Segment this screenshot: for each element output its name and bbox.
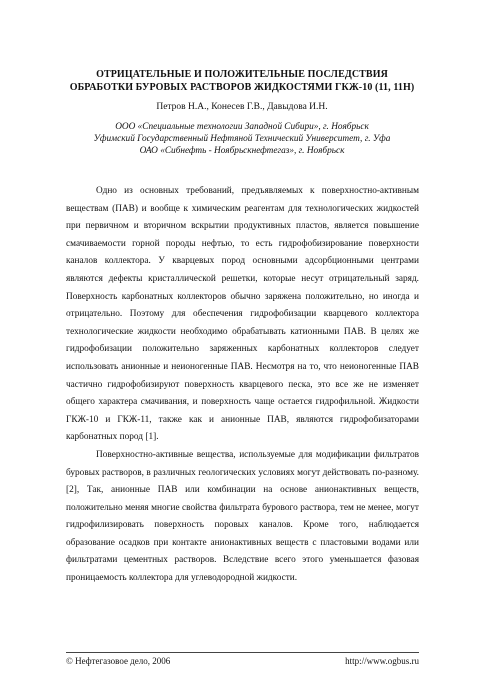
body-paragraph-2: Поверхностно-активные вещества, используемые для модификации фильтратов буровых растворов, в различных геологических условиях могут действовать по-разному. [2], Так, анионные ПАВ или комбинации на основе анионактивных веществ, положительно меняя многие свойства фильтрата бурового раствора, тем не менее, могут гидрофилизировать поверхность поровых каналов. Кроме того, наблюдается образование осадков при контакте анионактивных веществ с пластовыми водами или фильтратами цементных растворов. Вследствие всего этого уменьшается фазовая проницаемость коллектора для углеводородной жидкости. bbox=[66, 449, 419, 584]
footer-copyright: © Нефтегазовое дело, 2006 bbox=[66, 656, 171, 666]
paper-title bbox=[40, 68, 444, 94]
paper-title-line-1: ОТРИЦАТЕЛЬНЫЕ И ПОЛОЖИТЕЛЬНЫЕ ПОСЛЕДСТВИЯ bbox=[96, 69, 388, 80]
author-list: Петров Н.А., Конесев Г.В., Давыдова И.Н. bbox=[156, 102, 328, 112]
footer-divider bbox=[66, 652, 419, 653]
footer-url-link[interactable]: http://www.ogbus.ru bbox=[345, 656, 419, 666]
affiliation-2: Уфимский Государственный Нефтяной Технический Университет, г. Уфа bbox=[93, 134, 391, 144]
affiliation-1: ООО «Специальные технологии Западной Сибири», г. Ноябрьск bbox=[115, 122, 369, 132]
paper-title-line-2: ОБРАБОТКИ БУРОВЫХ РАСТВОРОВ ЖИДКОСТЯМИ ГКЖ-10 (11, 11Н) bbox=[69, 82, 415, 93]
body-text bbox=[66, 183, 419, 588]
body-paragraph-1: Одно из основных требований, предъявляемых к поверхностно-активным веществам (ПАВ) и вообще к химическим реагентам для технологических жидкостей при первичном и вторичном вскрытии продуктивных пластов, является повышение смачиваемости горной породы нефтью, то есть гидрофобизирование поверхности каналов коллектора. У кварцевых пород основными адсорбционными центрами являются дефекты кристаллической решетки, которые несут отрицательный заряд. Поверхность карбонатных коллекторов обычно заряжена положительно, но иногда и отрицательно. Поэтому для обеспечения гидрофобизации кварцевого коллектора технологические жидкости необходимо обрабатывать катионными ПАВ. В целях же гидрофобизации положительно заряженных карбонатных коллекторов следует использовать анионные и неионогенные ПАВ. Несмотря на то, что неионогенные ПАВ частично гидрофобизируют поверхность кварцевого песка, это все же не изменяет общего характера смачивания, и поверхность чаще остается гидрофильной. Жидкости ГКЖ-10 и ГКЖ-11, также как и анионные ПАВ, являются гидрофобизаторами карбонатных пород [1]. bbox=[66, 186, 419, 443]
affiliation-3: ОАО «Сибнефть - Ноябрьскнефтегаз», г. Ноябрьск bbox=[139, 146, 345, 156]
affiliation-list bbox=[30, 121, 454, 157]
